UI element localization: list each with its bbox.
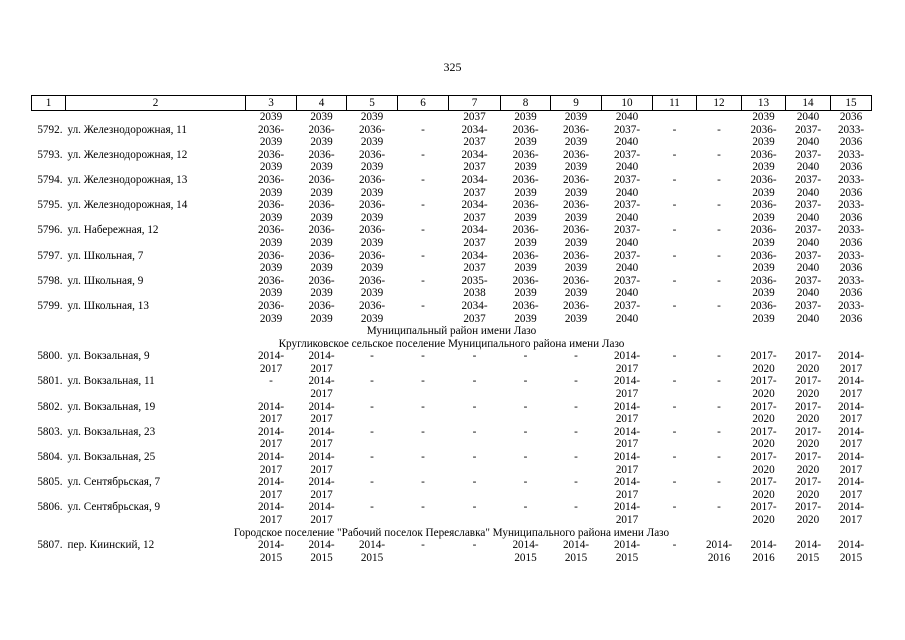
year-cell: 2036- 2039 xyxy=(562,249,590,275)
year-cell: 2014- 2017 xyxy=(257,501,285,526)
year-cell: 2039 xyxy=(752,111,775,123)
year-cell: 2014- 2017 xyxy=(257,425,285,451)
address-cell: ул. Вокзальная, 11 xyxy=(67,375,155,388)
year-cell: 2033- 2036 xyxy=(837,173,865,199)
year-cell: - xyxy=(421,148,425,161)
year-cell: 2014- 2017 xyxy=(837,476,865,501)
year-cell: - xyxy=(717,350,721,363)
row-number: 5799. xyxy=(37,299,63,312)
year-cell: 2036- 2039 xyxy=(308,224,335,249)
row-number xyxy=(32,111,66,124)
year-cell: 2034- 2037 xyxy=(461,249,488,275)
table-row xyxy=(32,250,872,275)
year-cell: 2040 xyxy=(796,111,820,123)
address-cell xyxy=(66,111,246,124)
year-cell: - xyxy=(421,501,425,514)
section-title: Муниципальный район имени Лазо xyxy=(366,325,537,338)
year-cell: 2036- 2039 xyxy=(562,123,590,149)
year-cell: 2037- 2040 xyxy=(794,148,822,174)
year-cell: - xyxy=(574,451,578,464)
year-cell: 2014- 2015 xyxy=(257,539,285,564)
year-cell: 2014- 2017 xyxy=(308,350,335,375)
year-cell: - xyxy=(472,476,477,489)
year-cell: 2036- 2039 xyxy=(562,173,590,199)
year-cell: 2033- 2036 xyxy=(837,123,865,149)
year-cell: 2017- 2020 xyxy=(750,451,777,476)
year-cell: - xyxy=(717,375,721,388)
year-cell: 2036- 2039 xyxy=(308,148,335,174)
year-cell: 2040 xyxy=(615,111,639,123)
year-cell: - xyxy=(574,350,578,363)
year-cell: - xyxy=(717,425,721,438)
year-cell: 2037- 2040 xyxy=(613,123,641,149)
year-cell: 2036- 2039 xyxy=(358,173,386,199)
year-cell: - xyxy=(421,249,425,262)
year-cell: - xyxy=(421,375,425,388)
year-cell: - xyxy=(472,539,477,552)
year-cell: 2014- 2017 xyxy=(613,400,641,426)
year-cell: - xyxy=(574,425,578,438)
table-row xyxy=(32,501,872,526)
row-number: 5807. xyxy=(37,539,63,552)
year-cell: 2014- 2017 xyxy=(613,451,641,476)
year-cell: 2035- 2038 xyxy=(461,274,488,300)
row-number: 5806. xyxy=(37,501,63,514)
year-cell: 2034- 2037 xyxy=(461,299,488,325)
year-cell: - xyxy=(370,350,374,363)
table-row xyxy=(32,224,872,249)
year-cell: 2036- 2039 xyxy=(257,199,285,224)
header-cell: 9 xyxy=(551,96,602,111)
year-cell: 2036- 2039 xyxy=(257,224,285,249)
year-cell: 2014- 2016 xyxy=(705,539,733,564)
year-cell: 2014- 2017 xyxy=(257,451,285,476)
year-cell: 2036- 2039 xyxy=(308,173,335,199)
year-cell: 2039 xyxy=(564,111,588,123)
year-cell: 2039 xyxy=(310,111,333,123)
table-row xyxy=(32,149,872,174)
year-cell: - xyxy=(672,173,677,186)
year-cell xyxy=(653,111,697,124)
year-cell: 2037- 2040 xyxy=(613,249,641,275)
year-cell: 2017- 2020 xyxy=(794,451,822,476)
address-cell: ул. Железнодорожная, 12 xyxy=(67,148,188,161)
year-cell: - xyxy=(370,425,374,438)
year-cell: 2017- 2020 xyxy=(750,476,777,501)
year-cell: 2036- 2039 xyxy=(512,123,539,149)
year-cell: - xyxy=(717,249,721,262)
year-cell: 2037- 2040 xyxy=(794,224,822,249)
header-cell: 4 xyxy=(297,96,347,111)
year-cell: - xyxy=(717,274,721,287)
year-cell: 2017- 2020 xyxy=(794,375,822,401)
header-cell: 6 xyxy=(398,96,449,111)
year-cell: 2014- 2017 xyxy=(613,476,641,501)
year-cell: - xyxy=(472,501,477,514)
year-cell: - xyxy=(421,123,425,136)
year-cell: 2039 xyxy=(514,111,537,123)
header-cell: 15 xyxy=(831,96,872,111)
year-cell: - xyxy=(574,501,578,514)
header-cell: 12 xyxy=(697,96,742,111)
year-cell: 2036- 2039 xyxy=(358,224,386,249)
header-cell: 7 xyxy=(449,96,501,111)
year-cell: 2014- 2017 xyxy=(308,425,335,451)
year-cell: 2036- 2039 xyxy=(750,299,777,325)
section-title: Кругликовское сельское поселение Муниципального района имени Лазо xyxy=(278,337,625,350)
header-cell: 8 xyxy=(501,96,551,111)
row-number: 5795. xyxy=(37,199,63,212)
year-cell: 2036- 2039 xyxy=(257,299,285,325)
year-cell: 2036- 2039 xyxy=(750,148,777,174)
year-cell: - xyxy=(421,299,425,312)
address-cell: ул. Железнодорожная, 11 xyxy=(67,123,187,136)
year-cell: - xyxy=(672,476,677,489)
year-cell: - xyxy=(370,400,374,413)
year-cell: 2014- 2017 xyxy=(308,451,335,476)
year-cell: 2017- 2020 xyxy=(750,375,777,401)
header-cell: 1 xyxy=(32,96,66,111)
year-cell: - xyxy=(672,274,677,287)
year-cell: 2037- 2040 xyxy=(613,299,641,325)
year-cell: 2033- 2036 xyxy=(837,274,865,300)
table-row xyxy=(32,375,872,400)
year-cell: 2014- 2015 xyxy=(358,539,386,564)
page-number: 325 xyxy=(443,60,462,74)
year-cell: 2014- 2017 xyxy=(257,476,285,501)
address-cell: ул. Школьная, 7 xyxy=(67,249,144,262)
year-cell: - xyxy=(672,451,677,464)
year-cell: 2014- 2017 xyxy=(308,501,335,526)
year-cell: - xyxy=(717,123,721,136)
year-cell: - xyxy=(672,400,677,413)
year-cell: 2036- 2039 xyxy=(257,173,285,199)
year-cell: - xyxy=(672,299,677,312)
row-number: 5797. xyxy=(37,249,63,262)
year-cell: - xyxy=(672,199,677,212)
year-cell: 2036- 2039 xyxy=(257,274,285,300)
year-cell: 2036- 2039 xyxy=(512,249,539,275)
year-cell: 2017- 2020 xyxy=(794,400,822,426)
year-cell: - xyxy=(472,400,477,413)
section-title: Городское поселение "Рабочий поселок Переяславка" Муниципального района имени Лазо xyxy=(233,526,670,539)
year-cell: - xyxy=(717,173,721,186)
year-cell: - xyxy=(672,425,677,438)
header-cell: 10 xyxy=(602,96,653,111)
table-row xyxy=(32,275,872,300)
year-cell: - xyxy=(472,375,477,388)
year-cell: - xyxy=(370,501,374,514)
year-cell: 2036- 2039 xyxy=(257,148,285,174)
year-cell: 2034- 2037 xyxy=(461,199,488,224)
table-row xyxy=(32,539,872,564)
row-number: 5798. xyxy=(37,274,63,287)
section-row xyxy=(32,325,872,338)
year-cell: - xyxy=(370,375,374,388)
year-cell: 2033- 2036 xyxy=(837,299,865,325)
year-cell: 2036- 2039 xyxy=(308,249,335,275)
address-cell: ул. Школьная, 9 xyxy=(67,274,144,287)
year-cell: 2014- 2017 xyxy=(613,375,641,401)
header-cell: 14 xyxy=(786,96,831,111)
year-cell: 2014- 2015 xyxy=(837,539,865,564)
year-cell: - xyxy=(717,501,721,514)
row-number: 5793. xyxy=(37,148,63,161)
year-cell: 2037- 2040 xyxy=(613,148,641,174)
year-cell: - xyxy=(523,501,528,514)
row-number: 5801. xyxy=(37,375,63,388)
year-cell: - xyxy=(672,148,677,161)
year-cell: - xyxy=(421,400,425,413)
year-cell: 2036- 2039 xyxy=(512,274,539,300)
address-cell: ул. Железнодорожная, 13 xyxy=(67,173,188,186)
table-row xyxy=(32,426,872,451)
header-cell: 11 xyxy=(653,96,697,111)
header-cell: 13 xyxy=(742,96,786,111)
table-row xyxy=(32,300,872,325)
year-cell: - xyxy=(523,476,528,489)
row-number: 5805. xyxy=(37,476,63,489)
year-cell: 2014- 2017 xyxy=(308,375,335,401)
year-cell: 2036- 2039 xyxy=(358,299,386,325)
year-cell: 2037- 2040 xyxy=(613,199,641,224)
table-row xyxy=(32,401,872,426)
year-cell: 2036- 2039 xyxy=(750,274,777,300)
year-cell: - xyxy=(421,451,425,464)
year-cell: - xyxy=(717,451,721,464)
year-cell: - xyxy=(523,451,528,464)
year-cell: 2037- 2040 xyxy=(794,199,822,224)
row-number: 5792. xyxy=(37,123,63,136)
year-cell: - xyxy=(717,299,721,312)
address-cell: ул. Набережная, 12 xyxy=(67,224,159,237)
year-cell: - xyxy=(717,400,721,413)
year-cell: - xyxy=(421,199,425,212)
year-cell: 2036 xyxy=(839,111,863,123)
year-cell: - xyxy=(672,375,677,388)
section-row xyxy=(32,527,872,540)
year-cell: - xyxy=(717,148,721,161)
year-cell: 2039 xyxy=(259,111,283,123)
year-cell: - xyxy=(523,425,528,438)
continuation-row xyxy=(32,111,872,124)
year-cell: 2033- 2036 xyxy=(837,224,865,249)
year-cell: 2014- 2017 xyxy=(308,400,335,426)
address-cell: ул. Школьная, 13 xyxy=(67,299,149,312)
year-cell: - xyxy=(421,274,425,287)
year-cell: 2036- 2039 xyxy=(562,224,590,249)
year-cell: 2036- 2039 xyxy=(512,199,539,224)
year-cell: - xyxy=(672,350,677,363)
section-row xyxy=(32,338,872,351)
year-cell: - xyxy=(370,451,374,464)
year-cell: 2036- 2039 xyxy=(308,199,335,224)
address-cell: ул. Сентябрьская, 7 xyxy=(67,476,161,489)
row-number: 5802. xyxy=(37,400,63,413)
year-cell: 2014- 2017 xyxy=(837,425,865,451)
year-cell: 2017- 2020 xyxy=(750,400,777,426)
year-cell: 2014- 2017 xyxy=(257,400,285,426)
address-cell: ул. Вокзальная, 23 xyxy=(67,425,156,438)
year-cell: 2037- 2040 xyxy=(613,274,641,300)
year-cell: - xyxy=(717,199,721,212)
year-cell: - xyxy=(574,400,578,413)
year-cell: - xyxy=(370,476,374,489)
table-row xyxy=(32,350,872,375)
year-cell: 2033- 2036 xyxy=(837,199,865,224)
register-table xyxy=(31,95,872,564)
year-cell: 2036- 2039 xyxy=(512,224,539,249)
year-cell: 2036- 2039 xyxy=(562,148,590,174)
year-cell: - xyxy=(672,123,677,136)
table-row xyxy=(32,199,872,224)
year-cell: 2014- 2017 xyxy=(613,350,641,375)
year-cell: 2014- 2015 xyxy=(562,539,590,564)
year-cell: - xyxy=(523,375,528,388)
table-row xyxy=(32,451,872,476)
year-cell: - xyxy=(421,476,425,489)
year-cell: 2014- 2017 xyxy=(257,350,285,375)
year-cell: 2033- 2036 xyxy=(837,148,865,174)
year-cell: - xyxy=(523,350,528,363)
year-cell: 2036- 2039 xyxy=(358,199,386,224)
address-cell: ул. Вокзальная, 9 xyxy=(67,350,150,363)
year-cell: 2037- 2040 xyxy=(794,274,822,300)
year-cell: 2036- 2039 xyxy=(512,299,539,325)
year-cell: 2036- 2039 xyxy=(308,274,335,300)
year-cell: 2017- 2020 xyxy=(750,425,777,451)
header-cell: 2 xyxy=(66,96,246,111)
year-cell: 2017- 2020 xyxy=(794,350,822,375)
year-cell: 2014- 2017 xyxy=(837,350,865,375)
year-cell: 2014- 2015 xyxy=(613,539,641,564)
year-cell: 2037- 2040 xyxy=(613,173,641,199)
year-cell: 2014- 2015 xyxy=(308,539,335,564)
address-cell: ул. Вокзальная, 25 xyxy=(67,451,156,464)
year-cell: 2036- 2039 xyxy=(308,123,335,149)
year-cell: 2014- 2017 xyxy=(837,400,865,426)
year-cell: 2036- 2039 xyxy=(257,123,285,149)
year-cell: - xyxy=(672,501,677,514)
year-cell: 2036- 2039 xyxy=(358,123,386,149)
year-cell: 2017- 2020 xyxy=(794,425,822,451)
year-cell: 2037- 2040 xyxy=(794,299,822,325)
year-cell: - xyxy=(421,173,425,186)
year-cell: 2036- 2039 xyxy=(257,249,285,275)
year-cell: 2037- 2040 xyxy=(794,249,822,275)
row-number: 5800. xyxy=(37,350,63,363)
year-cell: 2036- 2039 xyxy=(750,199,777,224)
year-cell: - xyxy=(672,249,677,262)
year-cell: 2033- 2036 xyxy=(837,249,865,275)
year-cell: 2017- 2020 xyxy=(794,476,822,501)
year-cell: 2037- 2040 xyxy=(794,173,822,199)
year-cell: 2036- 2039 xyxy=(358,249,386,275)
year-cell: 2037 xyxy=(463,111,486,123)
year-cell: 2034- 2037 xyxy=(461,173,488,199)
year-cell xyxy=(697,111,742,124)
year-cell: 2036- 2039 xyxy=(750,123,777,149)
year-cell: 2014- 2017 xyxy=(837,451,865,476)
year-cell: 2036- 2039 xyxy=(358,274,386,300)
year-cell: 2014- 2015 xyxy=(512,539,539,564)
row-number: 5794. xyxy=(37,173,63,186)
year-cell: - xyxy=(421,224,425,237)
year-cell: - xyxy=(472,451,477,464)
year-cell xyxy=(398,111,449,124)
year-cell: 2034- 2037 xyxy=(461,148,488,174)
header-row xyxy=(32,96,872,111)
year-cell: 2014- 2017 xyxy=(613,425,641,451)
year-cell: 2014- 2016 xyxy=(750,539,777,564)
year-cell: 2037- 2040 xyxy=(613,224,641,249)
year-cell: 2014- 2017 xyxy=(837,501,865,526)
year-cell: 2036- 2039 xyxy=(308,299,335,325)
row-number: 5803. xyxy=(37,425,63,438)
row-number: 5796. xyxy=(37,224,63,237)
year-cell: 2036- 2039 xyxy=(562,299,590,325)
table-row xyxy=(32,124,872,149)
header-cell: 3 xyxy=(246,96,297,111)
year-cell: 2017- 2020 xyxy=(750,501,777,526)
year-cell: - xyxy=(523,400,528,413)
address-cell: ул. Железнодорожная, 14 xyxy=(67,199,188,212)
year-cell: - xyxy=(421,539,425,552)
address-cell: ул. Вокзальная, 19 xyxy=(67,400,156,413)
header-cell: 5 xyxy=(347,96,398,111)
year-cell: 2014- 2015 xyxy=(794,539,822,564)
year-cell: 2037- 2040 xyxy=(794,123,822,149)
year-cell: - xyxy=(574,476,578,489)
year-cell: 2036- 2039 xyxy=(562,199,590,224)
year-cell: 2039 xyxy=(360,111,384,123)
year-cell: - xyxy=(672,224,677,237)
year-cell: - xyxy=(672,539,677,552)
year-cell: 2036- 2039 xyxy=(750,173,777,199)
year-cell: 2036- 2039 xyxy=(512,148,539,174)
year-cell: 2036- 2039 xyxy=(358,148,386,174)
year-cell: - xyxy=(269,375,273,388)
year-cell: 2036- 2039 xyxy=(750,224,777,249)
year-cell: 2014- 2017 xyxy=(837,375,865,401)
year-cell: 2036- 2039 xyxy=(512,173,539,199)
year-cell: - xyxy=(717,476,721,489)
year-cell: 2036- 2039 xyxy=(562,274,590,300)
year-cell: - xyxy=(717,224,721,237)
year-cell: 2014- 2017 xyxy=(613,501,641,526)
year-cell: - xyxy=(472,350,477,363)
table-row xyxy=(32,476,872,501)
table-row xyxy=(32,174,872,199)
year-cell: 2014- 2017 xyxy=(308,476,335,501)
address-cell: ул. Сентябрьская, 9 xyxy=(67,501,161,514)
year-cell: - xyxy=(421,425,425,438)
year-cell: - xyxy=(421,350,425,363)
year-cell: - xyxy=(574,375,578,388)
year-cell: 2017- 2020 xyxy=(750,350,777,375)
year-cell: - xyxy=(472,425,477,438)
year-cell: 2017- 2020 xyxy=(794,501,822,526)
year-cell: 2034- 2037 xyxy=(461,123,488,149)
year-cell: 2034- 2037 xyxy=(461,224,488,249)
address-cell: пер. Киинский, 12 xyxy=(67,539,155,552)
row-number: 5804. xyxy=(37,451,63,464)
year-cell: 2036- 2039 xyxy=(750,249,777,275)
